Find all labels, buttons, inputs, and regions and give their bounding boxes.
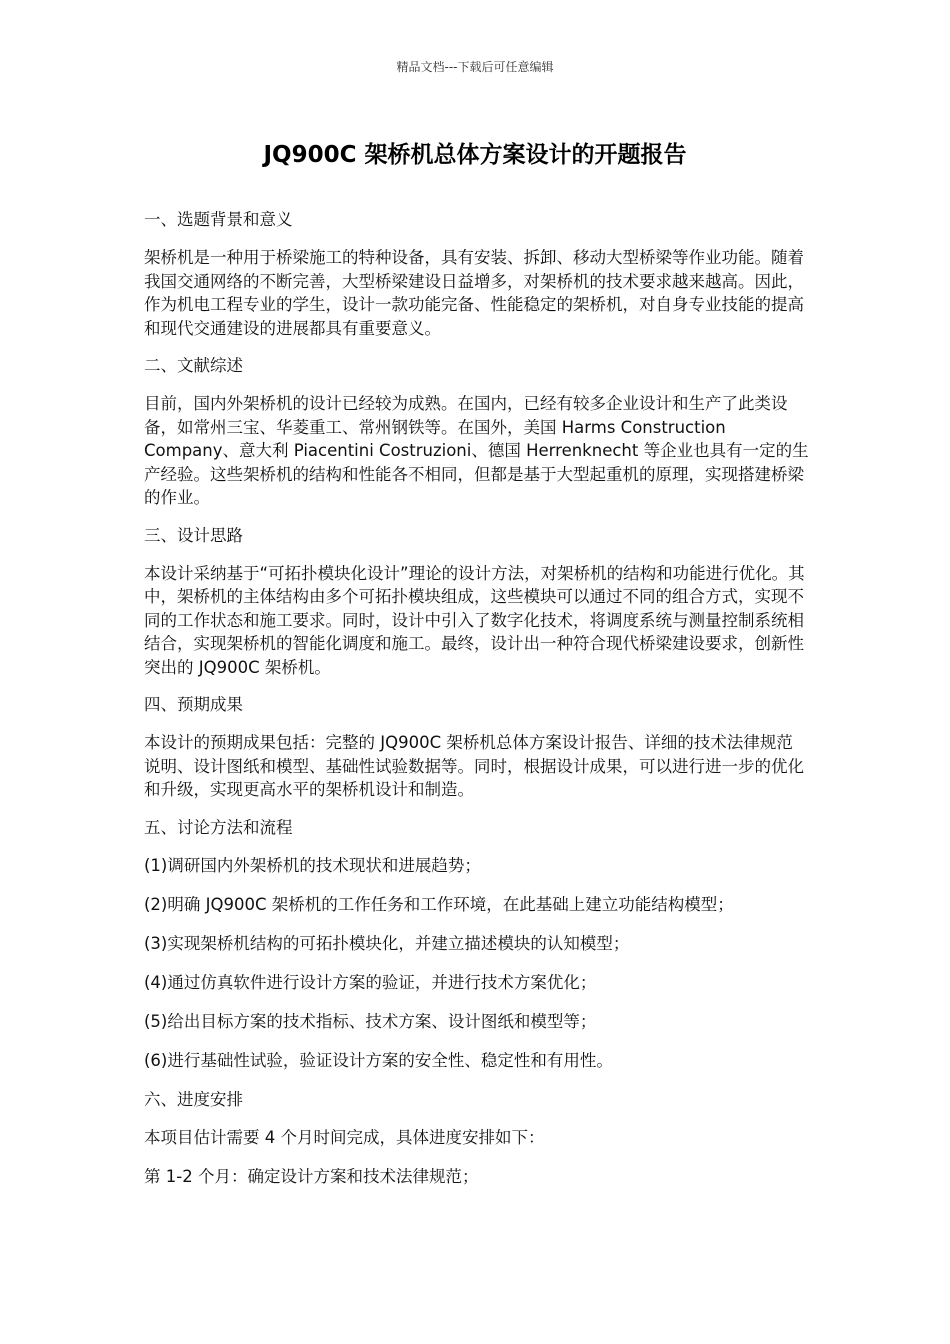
header-note: 精品文档---下载后可任意编辑 [396,60,554,74]
section-heading-literature: 二、文献综述 [144,356,243,375]
section-heading-background: 一、选题背景和意义 [144,210,293,229]
method-step: (4)通过仿真软件进行设计方案的验证，并进行技术方案优化； [144,972,597,992]
schedule-item: 第 1-2 个月：确定设计方案和技术法律规范； [144,1166,479,1186]
section-heading-methods: 五、讨论方法和流程 [144,817,293,837]
document-title: JQ900C 架桥机总体方案设计的开题报告 [263,142,687,168]
section-heading-expected-results: 四、预期成果 [144,695,243,714]
section-heading-design-idea: 三、设计思路 [144,525,243,545]
section-heading-schedule: 六、进度安排 [144,1089,243,1109]
section-body-schedule: 本项目估计需要 4 个月时间完成，具体进度安排如下： [144,1127,545,1147]
method-step: (3)实现架桥机结构的可拓扑模块化，并建立描述模块的认知模型； [144,933,630,953]
method-step: (1)调研国内外架桥机的技术现状和进展趋势； [144,855,481,875]
section-body-expected-results: 本设计的预期成果包括：完整的 JQ900C 架桥机总体方案设计报告、详细的技术法律规范说明、设计图纸和模型、基础性试验数据等。同时，根据设计成果，可以进行进一步的优化和升级，实现更高水平的架桥机设计和制造。 [144,733,804,799]
section-body-background: 架桥机是一种用于桥梁施工的特种设备，具有安装、拆卸、移动大型桥梁等作业功能。随着我国交通网络的不断完善，大型桥梁建设日益增多，对架桥机的技术要求越来越高。因此，作为机电工程专业的学生，设计一款功能完备、性能稳定的架桥机，对自身专业技能的提高和现代交通建设的进展都具有重要意义。 [144,248,804,338]
section-body-literature: 目前，国内外架桥机的设计已经较为成熟。在国内，已经有较多企业设计和生产了此类设备，如常州三宝、华菱重工、常州钢铁等。在国外，美国 Harms Construction Company、意大利 Piacentini Costruzioni、德国 Herrenknecht 等企业也具有一定的生产经验。这些架桥机的结构和性能各不相同，但都是基于大型起重机的原理，实现搭建桥梁的作业。 [144,394,809,507]
document-body [144,208,809,1204]
method-step: (5)给出目标方案的技术指标、技术方案、设计图纸和模型等； [144,1011,597,1031]
section-body-design-idea: 本设计采纳基于“可拓扑模块化设计”理论的设计方法，对架桥机的结构和功能进行优化。其中，架桥机的主体结构由多个可拓扑模块组成，这些模块可以通过不同的组合方式，实现不同的工作状态和施工要求。同时，设计中引入了数字化技术，将调度系统与测量控制系统相结合，实现架桥机的智能化调度和施工。最终，设计出一种符合现代桥梁建设要求，创新性突出的 JQ900C 架桥机。 [144,563,805,677]
method-step: (6)进行基础性试验，验证设计方案的安全性、稳定性和有用性。 [144,1050,613,1070]
method-step: (2)明确 JQ900C 架桥机的工作任务和工作环境，在此基础上建立功能结构模型； [144,894,734,914]
